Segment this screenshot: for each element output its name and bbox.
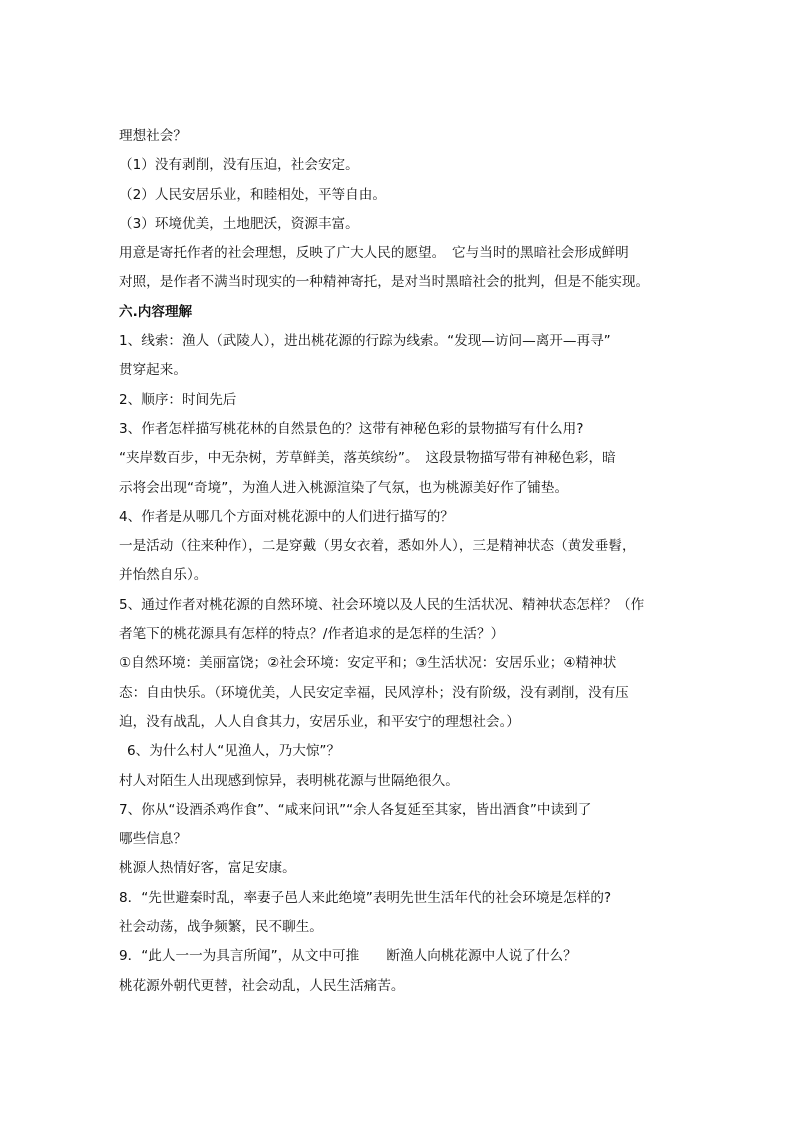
text-line: 一是活动（往来种作），二是穿戴（男女衣着，悉如外人），三是精神状态（黄发垂髫， bbox=[119, 538, 636, 555]
question-line: 4、作者是从哪几个方面对桃花源中的人们进行描写的？ bbox=[119, 508, 454, 525]
text-line: 2、顺序：时间先后 bbox=[119, 391, 237, 408]
text-line: （2）人民安居乐业，和睦相处，平等自由。 bbox=[119, 186, 386, 203]
text-line: 哪些信息？ bbox=[119, 831, 187, 848]
text-line: 态：自由快乐。（环境优美，人民安定幸福，民风淳朴；没有阶级，没有剥削，没有压 bbox=[119, 684, 629, 701]
text-line: 用意是寄托作者的社会理想，反映了广大人民的愿望。 它与当时的黑暗社会形成鲜明 bbox=[119, 245, 629, 262]
text-line: 贯穿起来。 bbox=[119, 362, 187, 379]
text-line: 并怡然自乐）。 bbox=[119, 567, 208, 584]
question-line: 8．“先世避秦时乱，率妻子邑人来此绝境”表明先世生活年代的社会环境是怎样的? bbox=[119, 889, 612, 906]
text-line: （3）环境优美，土地肥沃，资源丰富。 bbox=[119, 215, 359, 232]
text-line: 村人对陌生人出现感到惊异，表明桃花源与世隔绝很久。 bbox=[119, 772, 459, 789]
text-line: （1）没有剥削，没有压迫，社会安定。 bbox=[119, 157, 359, 174]
text-line: 理想社会？ bbox=[119, 128, 187, 144]
text-line: 者笔下的桃花源具有怎样的特点？/作者追求的是怎样的生活？） bbox=[119, 626, 505, 643]
question-line: 9．“此人一一为具言所闻”，从文中可推 断渔人向桃花源中人说了什么？ bbox=[119, 948, 577, 965]
question-line: 6、为什么村人“见渔人，乃大惊”？ bbox=[127, 743, 341, 760]
question-line: 5、通过作者对桃花源的自然环境、社会环境以及人民的生活状况、精神状态怎样？（作 bbox=[119, 596, 645, 613]
text-line: ①自然环境：美丽富饶；②社会环境：安定平和；③生活状况：安居乐业；④精神状 bbox=[119, 655, 617, 672]
text-line: 示将会出现“奇境”，为渔人进入桃源渲染了气氛，也为桃源美好作了铺垫。 bbox=[119, 479, 569, 496]
question-line: 3、作者怎样描写桃花林的自然景色的？这带有神秘色彩的景物描写有什么用? bbox=[119, 420, 584, 437]
text-line: 社会动荡，战争频繁，民不聊生。 bbox=[119, 919, 323, 936]
text-line: 迫，没有战乱，人人自食其力，安居乐业，和平安宁的理想社会。） bbox=[119, 713, 521, 730]
text-line: 桃花源外朝代更替，社会动乱，人民生活痛苦。 bbox=[119, 977, 405, 994]
section-heading: 六.内容理解 bbox=[119, 303, 193, 320]
document-page bbox=[119, 122, 679, 1001]
text-line: 桃源人热情好客，富足安康。 bbox=[119, 860, 296, 877]
text-line: 对照，是作者不满当时现实的一种精神寄托，是对当时黑暗社会的批判，但是不能实现。 bbox=[119, 274, 650, 291]
text-line: “夹岸数百步，中无杂树，芳草鲜美，落英缤纷”。 这段景物描写带有神秘色彩，暗 bbox=[119, 450, 616, 467]
question-line: 7、你从“设酒杀鸡作食”、“咸来问讯”“余人各复延至其家，皆出酒食”中读到了 bbox=[119, 801, 592, 818]
text-line: 1、线索：渔人（武陵人），进出桃花源的行踪为线索。“发现—访问—离开—再寻” bbox=[119, 333, 611, 350]
